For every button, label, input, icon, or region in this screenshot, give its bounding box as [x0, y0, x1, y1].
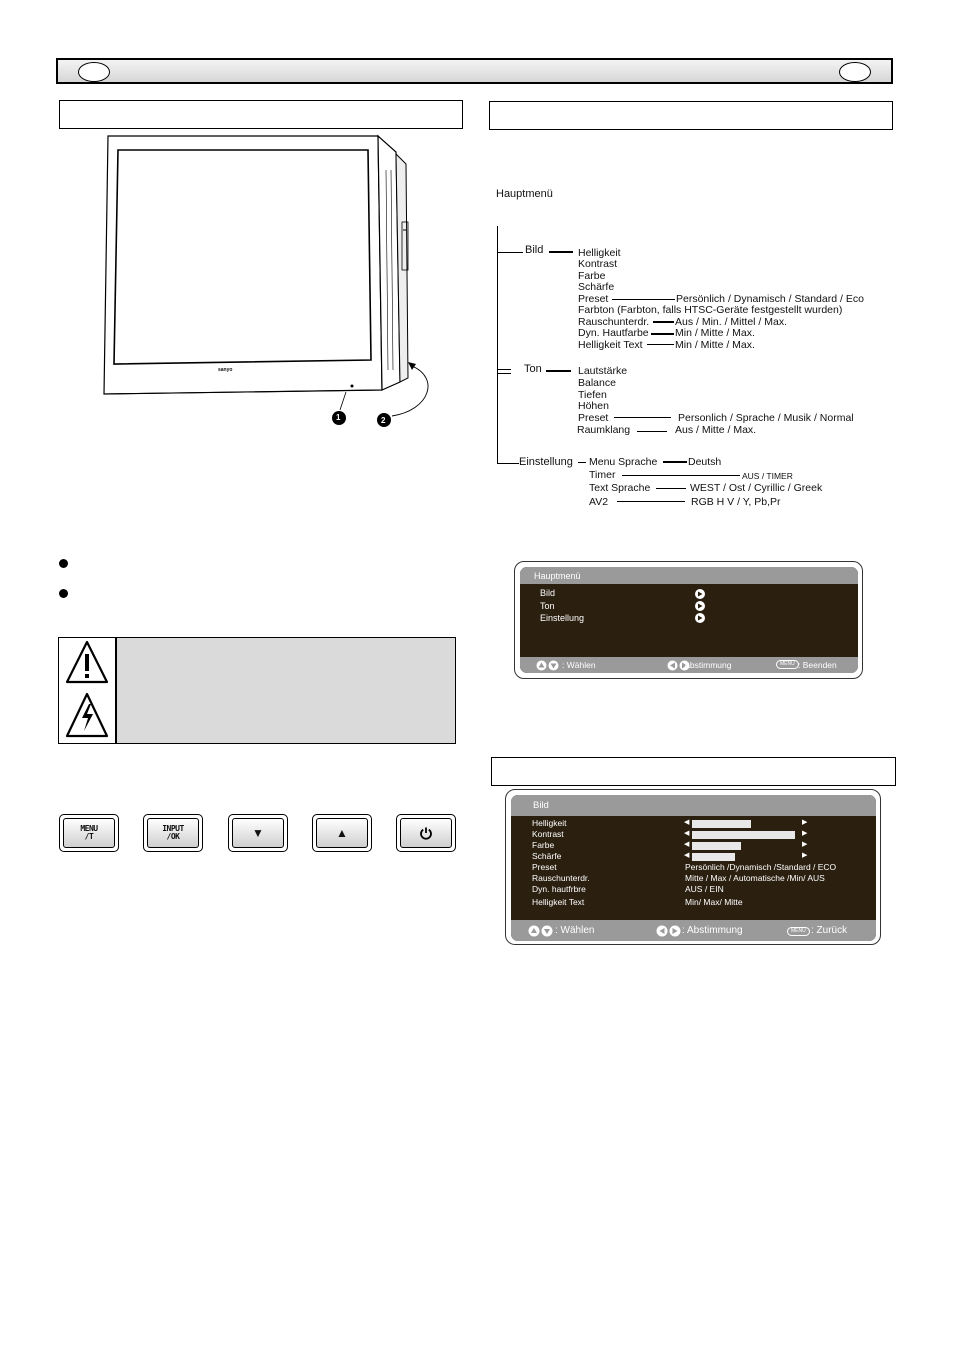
banner-oval-left — [78, 62, 110, 82]
slider-right-arrow-icon[interactable]: ▶ — [802, 819, 808, 826]
slider-right-arrow-icon[interactable]: ▶ — [802, 852, 808, 859]
up-down-arrows-icon — [528, 925, 554, 937]
osd-bild-slider-label: Schärfe — [532, 851, 562, 861]
osd-bild-title: Bild — [533, 800, 549, 811]
osd-bild-footer-back: : Zurück — [811, 925, 848, 936]
tree-trunk — [497, 226, 498, 464]
tree-einstellung-label: Einstellung — [519, 456, 573, 468]
osd-main-footer-select: : Wählen — [562, 660, 596, 670]
up-key[interactable] — [312, 814, 372, 852]
osd-bild-menu — [505, 789, 881, 945]
warning-icons — [59, 638, 115, 743]
tree-ton-preset-label: Preset — [578, 412, 609, 424]
osd-bild-row-label: Dyn. hautfrbre — [532, 884, 586, 894]
menu-key[interactable] — [59, 814, 119, 852]
tv-brand-logo: sanyo — [218, 367, 233, 373]
tree-ton-raum-label: Raumklang — [577, 424, 631, 436]
play-circle-icon — [695, 589, 705, 599]
tv-illustration — [100, 130, 440, 430]
tree-einst-sprache-label: Menu Sprache — [589, 456, 658, 468]
tree-bild-htext-value: Min / Mitte / Max. — [675, 339, 755, 351]
bullet-1 — [59, 559, 68, 568]
tree-einst-sprache-value: Deutsh — [688, 456, 722, 468]
osd-bild-row-label: Preset — [532, 862, 557, 872]
callout-1-label: 1 — [336, 413, 341, 422]
osd-main-menu — [514, 561, 863, 679]
power-icon — [419, 826, 433, 840]
osd-bild-footer-select: : Wählen — [555, 925, 595, 936]
menu-key-label: MENU /T — [80, 824, 98, 841]
tree-ton-item: Tiefen — [578, 389, 607, 401]
osd-main-title: Hauptmenü — [534, 571, 581, 581]
osd-main-item-bild[interactable]: Bild — [540, 588, 556, 598]
osd-main-item-ton[interactable]: Ton — [540, 601, 555, 611]
slider-left-arrow-icon[interactable]: ◀ — [684, 852, 690, 859]
play-circle-icon — [695, 613, 705, 623]
osd-bild-slider-label: Kontrast — [532, 829, 564, 839]
tree-bild-preset-label: Preset — [578, 293, 609, 305]
tree-ton-item: Lautstärke — [578, 365, 628, 377]
osd-main-footer-adjust: : Abstimmung — [680, 660, 732, 670]
tree-ton-label: Ton — [524, 363, 542, 375]
slider-fill[interactable] — [692, 842, 741, 850]
slider-right-arrow-icon[interactable]: ▶ — [802, 830, 808, 837]
tree-ton-preset-value: Personlich / Sprache / Musik / Normal — [678, 412, 854, 424]
tree-bild-item: Farbe — [578, 270, 606, 282]
tree-bild-item: Helligkeit — [578, 247, 621, 259]
tree-bild-rausch-value: Aus / Min. / Mittel / Max. — [675, 316, 788, 328]
slider-right-arrow-icon[interactable]: ▶ — [802, 841, 808, 848]
exclamation-warning-icon — [67, 642, 107, 682]
input-ok-key[interactable] — [143, 814, 203, 852]
osd-bild-slider-label: Helligkeit — [532, 818, 567, 828]
osd-main-footer-exit: : Beenden — [798, 660, 837, 670]
tree-einst-timer-value: AUS / TIMER — [742, 471, 793, 481]
page-banner — [56, 58, 893, 84]
tree-bild-haut-label: Dyn. Hautfarbe — [578, 327, 649, 339]
tree-bild-rausch-label: Rauschunterdr. — [578, 316, 650, 328]
slider-fill[interactable] — [692, 853, 735, 861]
power-key[interactable] — [396, 814, 456, 852]
menu-badge-icon: MENU — [776, 660, 799, 669]
osd-main-enter-arrows — [694, 589, 706, 625]
tree-ton-raum-value: Aus / Mitte / Max. — [675, 424, 757, 436]
play-circle-icon — [695, 601, 705, 611]
osd-main-item-einstellung[interactable]: Einstellung — [540, 613, 585, 623]
osd-bild-slider-label: Farbe — [532, 840, 555, 850]
down-key[interactable] — [228, 814, 288, 852]
bullet-2 — [59, 589, 68, 598]
tree-bild-label: Bild — [525, 244, 544, 256]
osd-bild-row-value[interactable]: AUS / EIN — [685, 884, 724, 894]
slider-fill[interactable] — [692, 820, 751, 828]
callout-2-label: 2 — [381, 416, 386, 425]
osd-bild-row-label: Rauschunterdr. — [532, 873, 590, 883]
tree-bild-preset-value: Persönlich / Dynamisch / Standard / Eco — [676, 293, 864, 305]
slider-fill[interactable] — [692, 831, 795, 839]
tree-bild-item: Schärfe — [578, 281, 615, 293]
osd-bild-row-label: Helligkeit Text — [532, 897, 585, 907]
up-arrow-icon: ▲ — [336, 826, 348, 840]
osd-bild-row-value[interactable]: Persönlich /Dynamisch /Standard / ECO — [685, 862, 837, 872]
warning-box — [58, 637, 456, 744]
left-right-arrows-icon — [656, 925, 682, 937]
tree-einst-av2-label: AV2 — [589, 496, 609, 508]
tree-einst-text-label: Text Sprache — [589, 482, 651, 494]
tree-einst-timer-label: Timer — [589, 469, 616, 481]
up-down-arrows-icon — [536, 660, 560, 671]
tree-root-label: Hauptmenü — [496, 188, 553, 200]
down-arrow-icon: ▼ — [252, 826, 264, 840]
tree-bild-item: Kontrast — [578, 258, 618, 270]
section-header-bild — [491, 757, 896, 786]
tree-bild-htext-label: Helligkeit Text — [578, 339, 643, 351]
input-ok-key-label: INPUT /OK — [162, 824, 184, 841]
slider-left-arrow-icon[interactable]: ◀ — [684, 819, 690, 826]
tree-ton-item: Höhen — [578, 400, 609, 412]
osd-bild-row-value[interactable]: Min/ Max/ Mitte — [685, 897, 743, 907]
section-header-left — [59, 100, 463, 129]
menu-badge-icon: MENU — [787, 927, 810, 936]
slider-left-arrow-icon[interactable]: ◀ — [684, 830, 690, 837]
osd-bild-row-value[interactable]: Mitte / Max / Automatische /Min/ AUS — [685, 873, 825, 883]
tree-bild-haut-value: Min / Mitte / Max. — [675, 327, 755, 339]
banner-oval-right — [839, 62, 871, 82]
warning-text-area — [117, 638, 455, 743]
tree-bild-farbton: Farbton (Farbton, falls HTSC-Geräte festgestellt wurden) — [578, 304, 843, 316]
lightning-warning-icon — [67, 694, 107, 736]
tree-einst-av2-value: RGB H V / Y, Pb,Pr — [691, 496, 781, 508]
tree-ton-item: Balance — [578, 377, 616, 389]
osd-bild-footer-adjust: : Abstimmung — [682, 925, 743, 936]
slider-left-arrow-icon[interactable]: ◀ — [684, 841, 690, 848]
section-header-right — [489, 101, 893, 130]
tree-einst-text-value: WEST / Ost / Cyrillic / Greek — [690, 482, 823, 494]
